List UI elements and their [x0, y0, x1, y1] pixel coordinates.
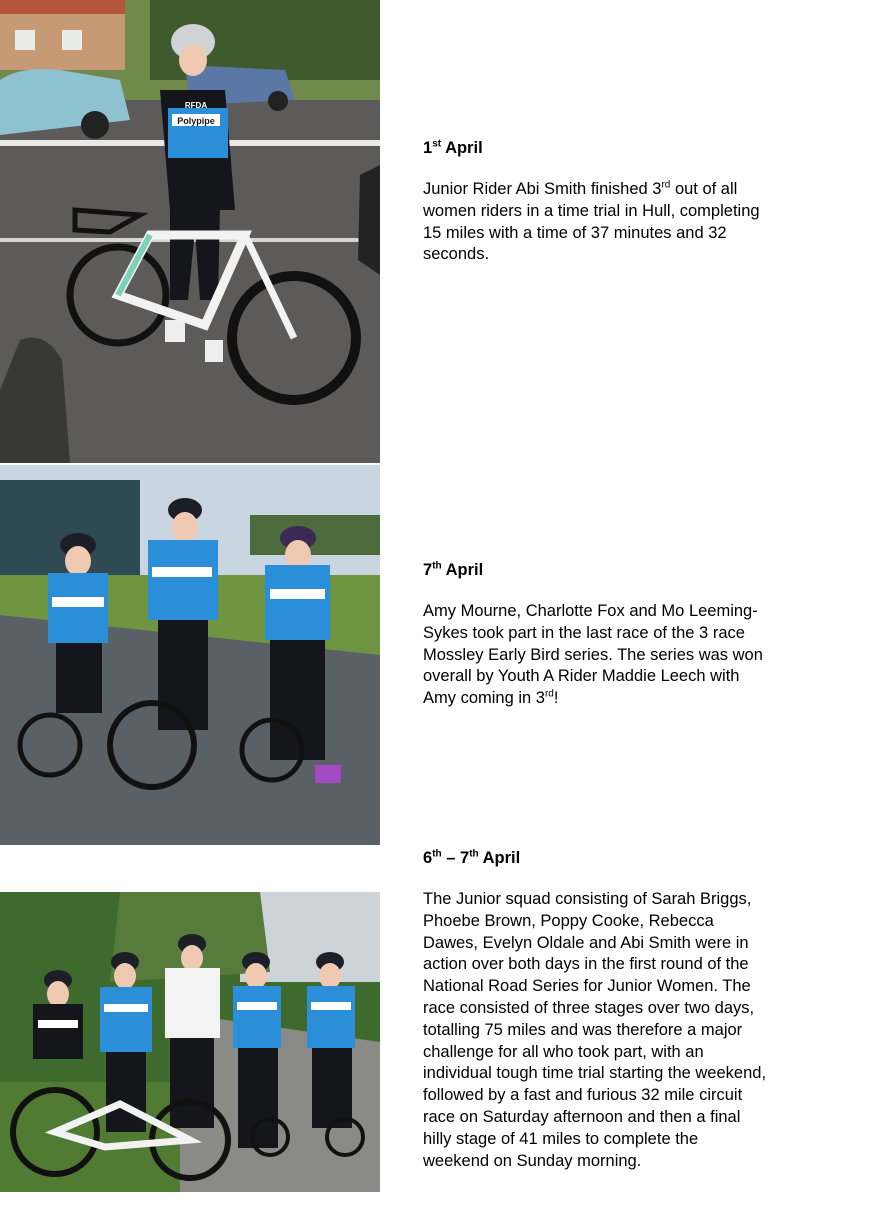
- heading-ordinal: st: [432, 138, 442, 150]
- rider-time-trial-image: [0, 0, 380, 463]
- heading-day-start: 6: [423, 849, 433, 867]
- entry-7th-april: [423, 559, 768, 710]
- entry-body: [423, 179, 768, 266]
- kit-brand-label: RFDA: [184, 101, 208, 110]
- heading-day-end: 7: [460, 849, 470, 867]
- heading-day: 1: [423, 139, 433, 157]
- kit-sponsor-label: Polypipe: [177, 116, 215, 126]
- entry-heading: [423, 137, 768, 159]
- photo-rider-time-trial: [0, 0, 380, 463]
- entry-body: [423, 601, 768, 710]
- heading-month: April: [441, 561, 484, 579]
- entry-1st-april: [423, 137, 768, 266]
- heading-month: April: [441, 139, 483, 157]
- photo-three-riders: [0, 465, 380, 845]
- body-text-part2: !: [553, 689, 559, 708]
- photo-junior-squad: [0, 892, 380, 1192]
- entry-heading: [423, 559, 768, 581]
- heading-ordinal-end: th: [469, 848, 479, 860]
- entry-6th-7th-april: [423, 847, 768, 1172]
- body-text-part1: Amy Mourne, Charlotte Fox and Mo Leeming-Sykes took part in the last race of the 3 race Mossley Early Bird series. The series was won overall by Youth A Rider Maddie Leech with Amy coming in 3: [423, 602, 763, 708]
- body-ordinal: rd: [661, 179, 671, 191]
- body-text-part1: Junior Rider Abi Smith finished 3: [423, 180, 662, 198]
- junior-squad-image: [0, 892, 380, 1192]
- entry-heading: [423, 847, 768, 869]
- three-riders-image: [0, 465, 380, 845]
- heading-dash: –: [441, 849, 460, 867]
- entry-body: The Junior squad consisting of Sarah Briggs, Phoebe Brown, Poppy Cooke, Rebecca Dawes, Evelyn Oldale and Abi Smith were in action over both days in the first round of the National Road Series for Junior Women. The race consisted of three stages over two days, totalling 75 miles and was therefore a major challenge for all who took part, with an individual tough time trial starting the weekend, followed by a fast and furious 32 mile circuit race on Saturday afternoon and then a final hilly stage of 41 miles to complete the weekend on Sunday morning.: [423, 890, 767, 1170]
- body-ordinal: rd: [544, 688, 554, 700]
- heading-ordinal: th: [432, 560, 442, 572]
- heading-day: 7: [423, 561, 433, 579]
- heading-ordinal-start: th: [432, 848, 442, 860]
- body-text-part2: out of all women riders in a time trial in Hull, completing 15 miles with a time of 37 minutes and 32 seconds.: [423, 180, 760, 264]
- heading-month: April: [478, 849, 521, 867]
